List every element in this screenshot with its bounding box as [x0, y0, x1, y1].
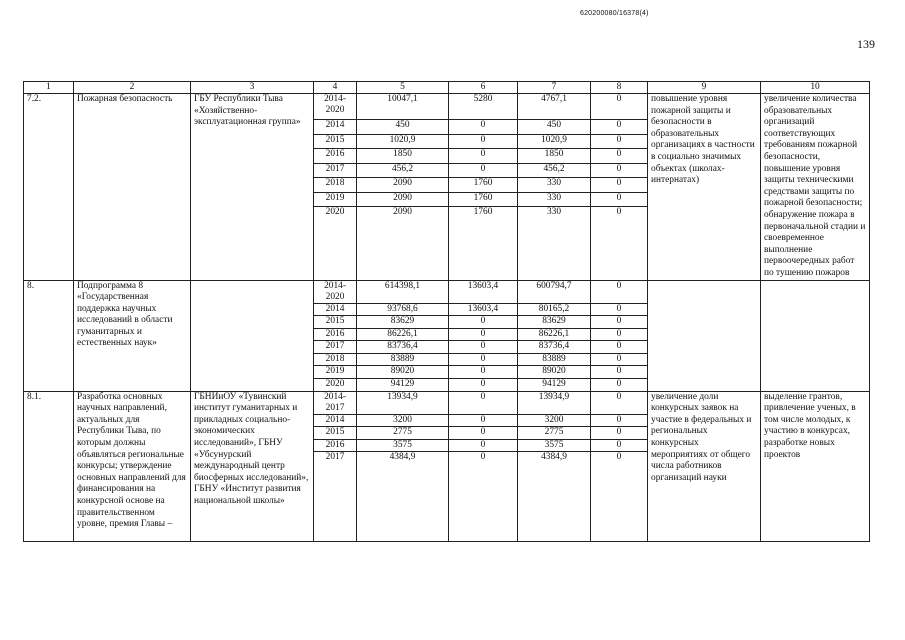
other-cell: 0: [591, 414, 648, 427]
federal-cell: 0: [449, 414, 518, 427]
other-cell: 0: [591, 303, 648, 316]
column-header: 2: [74, 82, 191, 94]
federal-cell: 0: [449, 316, 518, 329]
federal-cell: 0: [449, 452, 518, 542]
other-cell: 0: [591, 149, 648, 163]
republic-cell: 1850: [518, 149, 591, 163]
column-header: 3: [191, 82, 314, 94]
expected-result: увеличение количества образовательных организаций соответствующих требованиям пожарной безопасности, повышение уровня защиты техническими средствами защиты по пожарной безопасности; обнаружение пожара в первоначальной стадии и своевременное выполнение первоочередных работ по тушению пожаров: [761, 94, 870, 281]
republic-cell: 330: [518, 207, 591, 281]
other-cell: 0: [591, 94, 648, 120]
other-cell: 0: [591, 280, 648, 303]
total-cell: 3200: [357, 414, 449, 427]
republic-cell: 600794,7: [518, 280, 591, 303]
column-header-row: [24, 82, 870, 94]
other-cell: 0: [591, 120, 648, 134]
republic-cell: 89020: [518, 366, 591, 379]
total-cell: 13934,9: [357, 391, 449, 414]
total-cell: 86226,1: [357, 328, 449, 341]
column-header: 9: [648, 82, 761, 94]
other-cell: 0: [591, 439, 648, 452]
indicator: увеличение доли конкурсных заявок на участие в федеральных и региональных конкурсных мероприятиях от общего числа работников организаций науки: [648, 391, 761, 542]
federal-cell: 0: [449, 149, 518, 163]
year-cell: 2016: [314, 149, 357, 163]
table-row: [24, 94, 870, 120]
republic-cell: 456,2: [518, 163, 591, 177]
total-cell: 83736,4: [357, 341, 449, 354]
other-cell: 0: [591, 328, 648, 341]
federal-cell: 1760: [449, 207, 518, 281]
page-number: 139: [857, 37, 875, 51]
document-code: 620200080/16378(4): [580, 10, 649, 17]
federal-cell: 13603,4: [449, 280, 518, 303]
republic-cell: 83889: [518, 353, 591, 366]
year-cell: 2014-2017: [314, 391, 357, 414]
federal-cell: 0: [449, 379, 518, 392]
row-number: 8.1.: [24, 391, 74, 542]
republic-cell: 3200: [518, 414, 591, 427]
total-cell: 614398,1: [357, 280, 449, 303]
total-cell: 2090: [357, 207, 449, 281]
total-cell: 1020,9: [357, 134, 449, 148]
year-cell: 2018: [314, 178, 357, 192]
year-cell: 2017: [314, 452, 357, 542]
total-cell: 10047,1: [357, 94, 449, 120]
total-cell: 4384,9: [357, 452, 449, 542]
other-cell: 0: [591, 192, 648, 206]
federal-cell: 0: [449, 163, 518, 177]
republic-cell: 80165,2: [518, 303, 591, 316]
total-cell: 2090: [357, 178, 449, 192]
other-cell: 0: [591, 353, 648, 366]
year-cell: 2020: [314, 207, 357, 281]
other-cell: 0: [591, 391, 648, 414]
column-header: 1: [24, 82, 74, 94]
year-cell: 2014-2020: [314, 94, 357, 120]
row-number: 8.: [24, 280, 74, 391]
year-cell: 2019: [314, 192, 357, 206]
year-cell: 2015: [314, 427, 357, 440]
republic-cell: 4384,9: [518, 452, 591, 542]
republic-cell: 13934,9: [518, 391, 591, 414]
year-cell: 2017: [314, 163, 357, 177]
republic-cell: 3575: [518, 439, 591, 452]
republic-cell: 83629: [518, 316, 591, 329]
federal-cell: 0: [449, 134, 518, 148]
indicator: повышение уровня пожарной защиты и безопасности в образовательных организациях в частности в социально значимых объектах (школах-интернатах): [648, 94, 761, 281]
total-cell: 2775: [357, 427, 449, 440]
federal-cell: 0: [449, 328, 518, 341]
federal-cell: 5280: [449, 94, 518, 120]
federal-cell: 0: [449, 366, 518, 379]
year-cell: 2016: [314, 439, 357, 452]
year-cell: 2014: [314, 303, 357, 316]
year-cell: 2019: [314, 366, 357, 379]
total-cell: 83629: [357, 316, 449, 329]
year-cell: 2016: [314, 328, 357, 341]
federal-cell: 13603,4: [449, 303, 518, 316]
republic-cell: 86226,1: [518, 328, 591, 341]
other-cell: 0: [591, 341, 648, 354]
table-row: [24, 280, 870, 303]
federal-cell: 0: [449, 120, 518, 134]
total-cell: 83889: [357, 353, 449, 366]
federal-cell: 0: [449, 391, 518, 414]
column-header: 10: [761, 82, 870, 94]
column-header: 4: [314, 82, 357, 94]
total-cell: 1850: [357, 149, 449, 163]
column-header: 8: [591, 82, 648, 94]
table-row: [24, 391, 870, 414]
republic-cell: 330: [518, 178, 591, 192]
republic-cell: 2775: [518, 427, 591, 440]
executor: ГБУ Республики Тыва «Хозяйственно-эксплуатационная группа»: [191, 94, 314, 281]
year-cell: 2014-2020: [314, 280, 357, 303]
total-cell: 3575: [357, 439, 449, 452]
total-cell: 89020: [357, 366, 449, 379]
republic-cell: 4767,1: [518, 94, 591, 120]
republic-cell: 83736,4: [518, 341, 591, 354]
column-header: 7: [518, 82, 591, 94]
other-cell: 0: [591, 178, 648, 192]
year-cell: 2018: [314, 353, 357, 366]
other-cell: 0: [591, 163, 648, 177]
other-cell: 0: [591, 452, 648, 542]
federal-cell: 1760: [449, 192, 518, 206]
year-cell: 2014: [314, 120, 357, 134]
executor: ГБНИиОУ «Тувинский институт гуманитарных и прикладных социально-экономических исследований», ГБНУ «Убсунурский международный центр биосферных исследований», ГБНУ «Институт развития национальной школы»: [191, 391, 314, 542]
total-cell: 94129: [357, 379, 449, 392]
republic-cell: 94129: [518, 379, 591, 392]
other-cell: 0: [591, 379, 648, 392]
column-header: 6: [449, 82, 518, 94]
column-header: 5: [357, 82, 449, 94]
measure-name: Подпрограмма 8 «Государственная поддержка научных исследований в области гуманитарных и естественных наук»: [74, 280, 191, 391]
total-cell: 93768,6: [357, 303, 449, 316]
federal-cell: 0: [449, 427, 518, 440]
measure-name: Разработка основных научных направлений, актуальных для Республики Тыва, по которым должны объявляться региональные конкурсы; утверждение основных направлений для финансирования на конкурсной основе на правительственном уровне, премия Главы –: [74, 391, 191, 542]
federal-cell: 0: [449, 353, 518, 366]
year-cell: 2020: [314, 379, 357, 392]
year-cell: 2014: [314, 414, 357, 427]
republic-cell: 1020,9: [518, 134, 591, 148]
expected-result: выделение грантов, привлечение ученых, в том числе молодых, к участию в конкурсах, разработке новых проектов: [761, 391, 870, 542]
other-cell: 0: [591, 427, 648, 440]
measure-name: Пожарная безопасность: [74, 94, 191, 281]
other-cell: 0: [591, 366, 648, 379]
other-cell: 0: [591, 134, 648, 148]
federal-cell: 0: [449, 439, 518, 452]
executor: [191, 280, 314, 391]
total-cell: 2090: [357, 192, 449, 206]
year-cell: 2017: [314, 341, 357, 354]
federal-cell: 1760: [449, 178, 518, 192]
total-cell: 456,2: [357, 163, 449, 177]
row-number: 7.2.: [24, 94, 74, 281]
year-cell: 2015: [314, 134, 357, 148]
other-cell: 0: [591, 207, 648, 281]
federal-cell: 0: [449, 341, 518, 354]
indicator: [648, 280, 761, 391]
republic-cell: 330: [518, 192, 591, 206]
program-table: [23, 81, 870, 542]
expected-result: [761, 280, 870, 391]
other-cell: 0: [591, 316, 648, 329]
year-cell: 2015: [314, 316, 357, 329]
republic-cell: 450: [518, 120, 591, 134]
total-cell: 450: [357, 120, 449, 134]
